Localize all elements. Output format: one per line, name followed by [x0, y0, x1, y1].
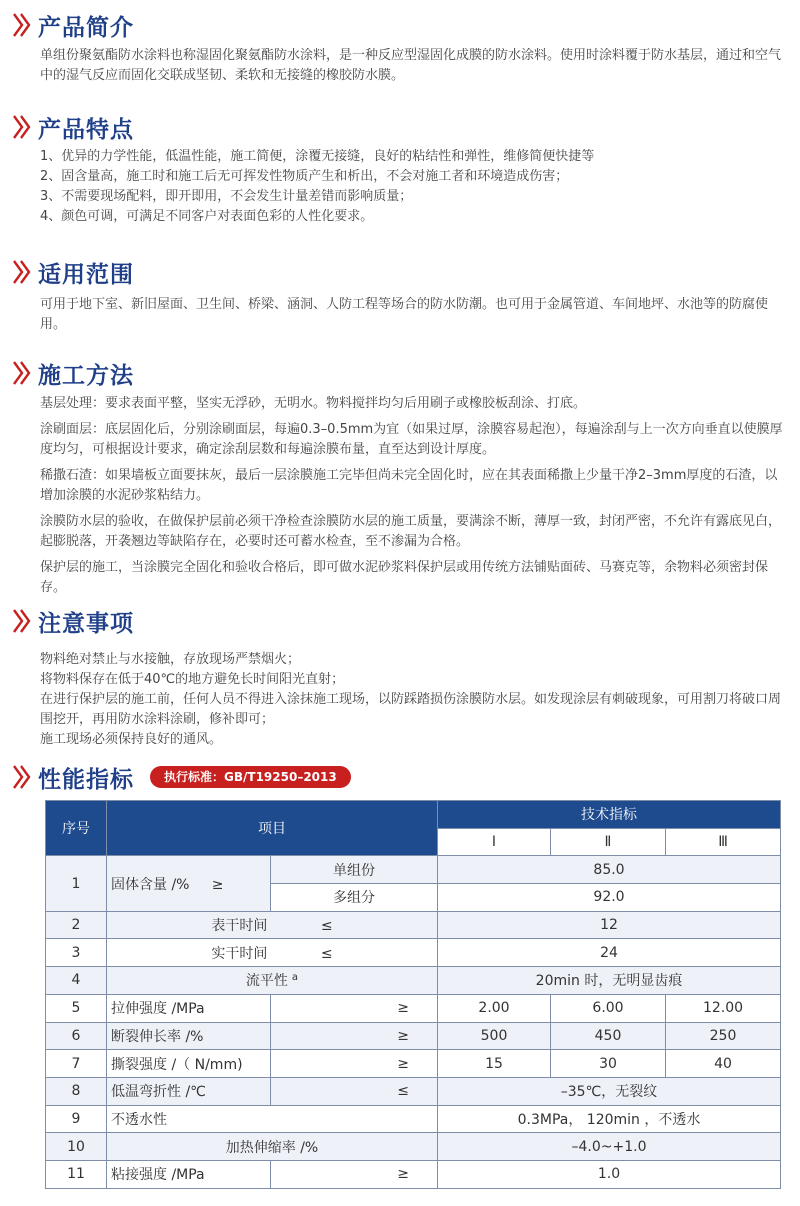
list-item: 稀撒石渣：如果墙板立面要抹灰，最后一层涂膜施工完毕但尚未完全固化时，应在其表面稀撒上少量干净2–3mm厚度的石渣，以增加涂膜的水泥砂浆粘结力。 — [40, 468, 778, 503]
cell-no: 6 — [46, 1022, 107, 1050]
cell-item: 撕裂强度 /（ N/mm) — [107, 1050, 271, 1078]
cell-no: 11 — [46, 1160, 107, 1188]
list-item: 保护层的施工，当涂膜完全固化和验收合格后，即可做水泥砂浆料保护层或用传统方法铺贴面砖、马赛克等，余物料必须密封保存。 — [40, 560, 769, 595]
section-heading-performance — [10, 760, 351, 794]
chevron-right-icon — [10, 358, 34, 388]
chevron-right-icon — [10, 10, 34, 40]
performance-table — [45, 800, 781, 1189]
list-item: 涂膜防水层的验收，在做保护层前必须干净检查涂膜防水层的施工质量，要满涂不断，薄厚一致，封闭严密，不允许有露底见白，起膨脱落，开袭翘边等缺陷存在，必要时还可蓄水检查，至不渗漏为合格。 — [40, 514, 782, 549]
list-item: 基层处理：要求表面平整，坚实无浮砂，无明水。物料搅拌均匀后用刷子或橡胶板刮涂、打底。 — [40, 396, 587, 411]
cell-no: 9 — [46, 1105, 107, 1133]
section-title: 适用范围 — [38, 261, 134, 288]
item-name: 表干时间 — [211, 918, 268, 935]
header-no: 序号 — [46, 801, 107, 856]
item-operator: ≥ — [211, 876, 224, 893]
cell-operator: ≤ — [271, 1077, 438, 1105]
item-name: 固体含量 /% — [111, 876, 190, 893]
header-grade-1: Ⅰ — [438, 828, 551, 856]
cell-operator: ≥ — [271, 994, 438, 1022]
cell-item: 低温弯折性 /℃ — [107, 1077, 271, 1105]
cell-item: 拉伸强度 /MPa — [107, 994, 271, 1022]
item-operator: ≤ — [320, 918, 333, 935]
scope-text — [40, 295, 788, 335]
cell-grade-3: 250 — [666, 1022, 781, 1050]
chevron-right-icon — [10, 112, 34, 142]
section-heading-intro — [10, 8, 134, 42]
item-name: 实干时间 — [211, 945, 268, 962]
features-list — [40, 147, 788, 227]
table-header-row — [46, 801, 781, 829]
item-name: 流平性 — [245, 973, 288, 990]
cell-item: 不透水性 — [107, 1105, 438, 1133]
chevron-right-icon — [10, 257, 34, 287]
table-row — [46, 939, 781, 967]
header-spec: 技术指标 — [438, 801, 781, 829]
cell-grade-2: 30 — [551, 1050, 666, 1078]
cell-operator: ≥ — [271, 1160, 438, 1188]
cell-value: 20min 时，无明显齿痕 — [438, 967, 781, 995]
header-item: 项目 — [107, 801, 438, 856]
table-row — [46, 911, 781, 939]
cell-value: 92.0 — [438, 884, 781, 912]
cell-no: 4 — [46, 967, 107, 995]
cell-grade-3: 12.00 — [666, 994, 781, 1022]
cell-grade-1: 2.00 — [438, 994, 551, 1022]
list-item: 将物料保存在低于40℃的地方避免长时间阳光直射； — [40, 672, 345, 687]
list-item: 物料绝对禁止与水接触，存放现场严禁烟火； — [40, 652, 301, 667]
chevron-right-icon — [10, 762, 34, 792]
table-row — [46, 1133, 781, 1161]
cell-grade-1: 500 — [438, 1022, 551, 1050]
table-row — [46, 1105, 781, 1133]
section-title: 产品特点 — [38, 116, 134, 143]
cell-value: 1.0 — [438, 1160, 781, 1188]
cell-grade-3: 40 — [666, 1050, 781, 1078]
cell-value: –4.0~+1.0 — [438, 1133, 781, 1161]
cell-item — [107, 911, 438, 939]
list-item: 3、不需要现场配料，即开即用，不会发生计量差错而影响质量； — [40, 189, 413, 204]
cell-no: 5 — [46, 994, 107, 1022]
item-footnote-mark: a — [291, 971, 299, 983]
cell-value: 24 — [438, 939, 781, 967]
table-row — [46, 1160, 781, 1188]
cell-grade-2: 450 — [551, 1022, 666, 1050]
cell-no: 8 — [46, 1077, 107, 1105]
table-row — [46, 967, 781, 995]
section-title: 产品简介 — [38, 14, 134, 41]
cell-item: 断裂伸长率 /% — [107, 1022, 271, 1050]
table-row — [46, 994, 781, 1022]
header-grade-2: Ⅱ — [551, 828, 666, 856]
cell-item — [107, 939, 438, 967]
standard-badge: 执行标准：GB/T19250–2013 — [150, 766, 351, 788]
cell-operator: ≥ — [271, 1050, 438, 1078]
cell-grade-2: 6.00 — [551, 994, 666, 1022]
cell-value: –35℃，无裂纹 — [438, 1077, 781, 1105]
section-title: 施工方法 — [38, 362, 134, 389]
list-item: 施工现场必须保持良好的通风。 — [40, 732, 223, 747]
section-heading-method — [10, 356, 134, 390]
table-row — [46, 1050, 781, 1078]
cell-sub: 多组分 — [271, 884, 438, 912]
cell-no: 2 — [46, 911, 107, 939]
intro-text — [40, 46, 788, 86]
table-row — [46, 1022, 781, 1050]
cell-no: 10 — [46, 1133, 107, 1161]
section-title: 注意事项 — [38, 610, 134, 637]
list-item: 4、颜色可调，可满足不同客户对表面色彩的人性化要求。 — [40, 209, 374, 224]
chevron-right-icon — [10, 606, 34, 636]
section-title: 性能指标 — [38, 766, 134, 793]
section-heading-features — [10, 110, 134, 144]
table-row — [46, 856, 781, 884]
cell-value: 12 — [438, 911, 781, 939]
list-item: 1、优异的力学性能，低温性能，施工简便，涂覆无接缝，良好的粘结性和弹性，维修简便快捷等 — [40, 149, 595, 164]
item-operator: ≤ — [320, 945, 333, 962]
section-heading-notes — [10, 604, 134, 638]
header-grade-3: Ⅲ — [666, 828, 781, 856]
cell-grade-1: 15 — [438, 1050, 551, 1078]
notes-list — [40, 650, 788, 750]
intro-paragraph: 单组份聚氨酯防水涂料也称湿固化聚氨酯防水涂料，是一种反应型湿固化成膜的防水涂料。使用时涂料覆于防水基层，通过和空气中的湿气反应而固化交联成坚韧、柔软和无接缝的橡胶防水膜。 — [40, 48, 782, 83]
scope-paragraph: 可用于地下室、新旧屋面、卫生间、桥梁、涵洞、人防工程等场合的防水防潮。也可用于金属管道、车间地坪、水池等的防腐使用。 — [40, 297, 769, 332]
method-list — [40, 394, 788, 598]
cell-item: 加热伸缩率 /% — [107, 1133, 438, 1161]
cell-item: 粘接强度 /MPa — [107, 1160, 271, 1188]
cell-item — [107, 856, 271, 911]
section-heading-scope — [10, 255, 134, 289]
cell-item — [107, 967, 438, 995]
list-item: 在进行保护层的施工前，任何人员不得进入涂抹施工现场，以防踩踏损伤涂膜防水层。如发现涂层有刺破现象，可用割刀将破口周围挖开，再用防水涂料涂刷，修补即可； — [40, 692, 782, 727]
list-item: 2、固含量高，施工时和施工后无可挥发性物质产生和析出，不会对施工者和环境造成伤害； — [40, 169, 569, 184]
cell-no: 3 — [46, 939, 107, 967]
cell-value: 0.3MPa， 120min ，不透水 — [438, 1105, 781, 1133]
table-row — [46, 1077, 781, 1105]
list-item: 涂刷面层：底层固化后，分别涂刷面层，每遍0.3–0.5mm为宜（如果过厚，涂膜容易起泡），每遍涂刮与上一次方向垂直以使膜厚度均匀，可根据设计要求，确定涂刮层数和每遍涂膜布量，直至达到设计厚度。 — [40, 422, 783, 457]
cell-no: 1 — [46, 856, 107, 911]
cell-value: 85.0 — [438, 856, 781, 884]
cell-no: 7 — [46, 1050, 107, 1078]
cell-sub: 单组份 — [271, 856, 438, 884]
cell-operator: ≥ — [271, 1022, 438, 1050]
